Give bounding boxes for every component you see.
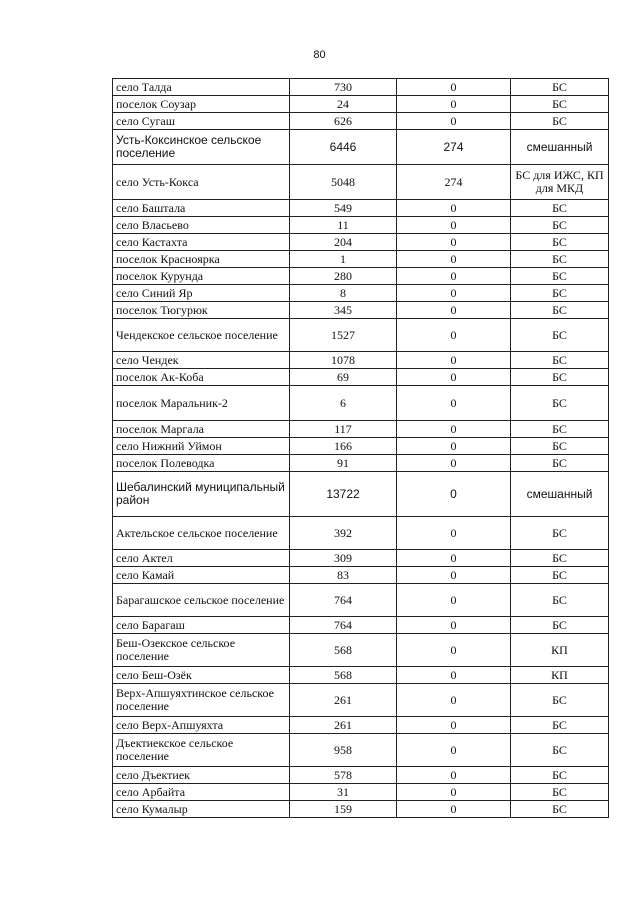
settlement-name: поселок Красноярка bbox=[113, 251, 290, 268]
table-row bbox=[113, 285, 609, 302]
count-cell: 0 bbox=[397, 79, 511, 96]
count-cell: 0 bbox=[397, 784, 511, 801]
settlement-name: Усть-Коксинское сельское поселение bbox=[113, 130, 290, 165]
settlement-name: село Барагаш bbox=[113, 617, 290, 634]
settlement-name: поселок Маргала bbox=[113, 421, 290, 438]
type-cell: БС bbox=[511, 784, 609, 801]
type-cell: БС bbox=[511, 200, 609, 217]
table-row bbox=[113, 550, 609, 567]
table-row bbox=[113, 251, 609, 268]
settlement-name: поселок Тюгурюк bbox=[113, 302, 290, 319]
count-cell: 0 bbox=[397, 200, 511, 217]
table-row bbox=[113, 130, 609, 165]
count-cell: 0 bbox=[397, 472, 511, 517]
settlement-name: Беш-Озекское сельское поселение bbox=[113, 634, 290, 667]
settlement-name: поселок Ак-Коба bbox=[113, 369, 290, 386]
count-cell: 0 bbox=[397, 251, 511, 268]
type-cell: БС bbox=[511, 113, 609, 130]
settlement-name: Верх-Апшуяхтинское сельское поселение bbox=[113, 684, 290, 717]
type-cell: БС bbox=[511, 617, 609, 634]
population-cell: 83 bbox=[290, 567, 397, 584]
settlement-name: Актельское сельское поселение bbox=[113, 517, 290, 550]
population-cell: 392 bbox=[290, 517, 397, 550]
population-cell: 6 bbox=[290, 386, 397, 421]
table-row bbox=[113, 165, 609, 200]
settlement-name: поселок Маральник-2 bbox=[113, 386, 290, 421]
settlement-name: село Баштала bbox=[113, 200, 290, 217]
type-cell: БС bbox=[511, 285, 609, 302]
table-row bbox=[113, 455, 609, 472]
table-row bbox=[113, 352, 609, 369]
type-cell: БС bbox=[511, 79, 609, 96]
count-cell: 0 bbox=[397, 617, 511, 634]
table-row bbox=[113, 472, 609, 517]
population-cell: 69 bbox=[290, 369, 397, 386]
count-cell: 0 bbox=[397, 113, 511, 130]
settlement-name: село Камай bbox=[113, 567, 290, 584]
type-cell: смешанный bbox=[511, 472, 609, 517]
table-row bbox=[113, 217, 609, 234]
count-cell: 0 bbox=[397, 801, 511, 818]
population-cell: 578 bbox=[290, 767, 397, 784]
table-row bbox=[113, 784, 609, 801]
settlement-name: село Дъектиек bbox=[113, 767, 290, 784]
population-cell: 91 bbox=[290, 455, 397, 472]
type-cell: БС bbox=[511, 251, 609, 268]
type-cell: БС bbox=[511, 584, 609, 617]
population-cell: 549 bbox=[290, 200, 397, 217]
population-cell: 730 bbox=[290, 79, 397, 96]
settlement-name: село Кумалыр bbox=[113, 801, 290, 818]
population-cell: 117 bbox=[290, 421, 397, 438]
count-cell: 0 bbox=[397, 438, 511, 455]
population-cell: 568 bbox=[290, 667, 397, 684]
settlement-name: поселок Полеводка bbox=[113, 455, 290, 472]
count-cell: 0 bbox=[397, 352, 511, 369]
settlement-name: село Кастахта bbox=[113, 234, 290, 251]
population-cell: 166 bbox=[290, 438, 397, 455]
type-cell: БС bbox=[511, 319, 609, 352]
population-cell: 958 bbox=[290, 734, 397, 767]
table-row bbox=[113, 617, 609, 634]
count-cell: 0 bbox=[397, 386, 511, 421]
type-cell: БС bbox=[511, 517, 609, 550]
settlement-name: Дъектиекское сельское поселение bbox=[113, 734, 290, 767]
table-row bbox=[113, 386, 609, 421]
type-cell: КП bbox=[511, 667, 609, 684]
population-cell: 261 bbox=[290, 684, 397, 717]
population-cell: 261 bbox=[290, 717, 397, 734]
count-cell: 0 bbox=[397, 684, 511, 717]
count-cell: 0 bbox=[397, 717, 511, 734]
settlement-name: село Арбайта bbox=[113, 784, 290, 801]
count-cell: 0 bbox=[397, 767, 511, 784]
table-row bbox=[113, 302, 609, 319]
settlement-name: Шебалинский муниципальный район bbox=[113, 472, 290, 517]
type-cell: БС bbox=[511, 801, 609, 818]
count-cell: 274 bbox=[397, 130, 511, 165]
population-cell: 626 bbox=[290, 113, 397, 130]
type-cell: БС bbox=[511, 386, 609, 421]
count-cell: 0 bbox=[397, 217, 511, 234]
count-cell: 0 bbox=[397, 634, 511, 667]
type-cell: БС bbox=[511, 550, 609, 567]
table-row bbox=[113, 96, 609, 113]
settlement-name: село Нижний Уймон bbox=[113, 438, 290, 455]
settlement-name: поселок Соузар bbox=[113, 96, 290, 113]
settlement-name: село Верх-Апшуяхта bbox=[113, 717, 290, 734]
table-row bbox=[113, 438, 609, 455]
table-row bbox=[113, 268, 609, 285]
count-cell: 0 bbox=[397, 455, 511, 472]
settlement-name: село Сугаш bbox=[113, 113, 290, 130]
population-cell: 280 bbox=[290, 268, 397, 285]
type-cell: БС bbox=[511, 96, 609, 113]
table-row bbox=[113, 567, 609, 584]
count-cell: 0 bbox=[397, 584, 511, 617]
count-cell: 0 bbox=[397, 421, 511, 438]
population-cell: 345 bbox=[290, 302, 397, 319]
type-cell: БС bbox=[511, 684, 609, 717]
table-row bbox=[113, 79, 609, 96]
type-cell: КП bbox=[511, 634, 609, 667]
table-row bbox=[113, 319, 609, 352]
settlement-name: село Усть-Кокса bbox=[113, 165, 290, 200]
table-row bbox=[113, 717, 609, 734]
population-cell: 1 bbox=[290, 251, 397, 268]
type-cell: БС bbox=[511, 455, 609, 472]
table-row bbox=[113, 200, 609, 217]
type-cell: БС bbox=[511, 438, 609, 455]
type-cell: БС bbox=[511, 421, 609, 438]
settlement-name: поселок Курунда bbox=[113, 268, 290, 285]
population-cell: 11 bbox=[290, 217, 397, 234]
table-row bbox=[113, 634, 609, 667]
table-row bbox=[113, 767, 609, 784]
settlements-table bbox=[112, 78, 609, 818]
population-cell: 6446 bbox=[290, 130, 397, 165]
type-cell: БС bbox=[511, 352, 609, 369]
table-row bbox=[113, 421, 609, 438]
count-cell: 0 bbox=[397, 369, 511, 386]
population-cell: 8 bbox=[290, 285, 397, 302]
count-cell: 0 bbox=[397, 285, 511, 302]
population-cell: 568 bbox=[290, 634, 397, 667]
population-cell: 5048 bbox=[290, 165, 397, 200]
page-number: 80 bbox=[313, 49, 326, 61]
count-cell: 0 bbox=[397, 734, 511, 767]
type-cell: БС bbox=[511, 369, 609, 386]
table-row bbox=[113, 517, 609, 550]
table-row bbox=[113, 667, 609, 684]
settlement-name: село Талда bbox=[113, 79, 290, 96]
table-row bbox=[113, 369, 609, 386]
type-cell: БС bbox=[511, 734, 609, 767]
population-cell: 24 bbox=[290, 96, 397, 113]
settlement-name: село Синий Яр bbox=[113, 285, 290, 302]
table-row bbox=[113, 684, 609, 717]
settlement-name: село Власьево bbox=[113, 217, 290, 234]
table-row bbox=[113, 801, 609, 818]
population-cell: 13722 bbox=[290, 472, 397, 517]
population-cell: 31 bbox=[290, 784, 397, 801]
settlement-name: село Беш-Озёк bbox=[113, 667, 290, 684]
count-cell: 0 bbox=[397, 517, 511, 550]
table-row bbox=[113, 734, 609, 767]
type-cell: БС bbox=[511, 767, 609, 784]
type-cell: БС bbox=[511, 567, 609, 584]
count-cell: 0 bbox=[397, 96, 511, 113]
population-cell: 764 bbox=[290, 584, 397, 617]
population-cell: 204 bbox=[290, 234, 397, 251]
population-cell: 1078 bbox=[290, 352, 397, 369]
count-cell: 0 bbox=[397, 234, 511, 251]
population-cell: 159 bbox=[290, 801, 397, 818]
population-cell: 1527 bbox=[290, 319, 397, 352]
table-row bbox=[113, 234, 609, 251]
type-cell: БС bbox=[511, 234, 609, 251]
type-cell: БС bbox=[511, 268, 609, 285]
count-cell: 0 bbox=[397, 550, 511, 567]
count-cell: 0 bbox=[397, 268, 511, 285]
type-cell: БС bbox=[511, 217, 609, 234]
count-cell: 274 bbox=[397, 165, 511, 200]
settlement-name: село Чендек bbox=[113, 352, 290, 369]
population-cell: 764 bbox=[290, 617, 397, 634]
table-row bbox=[113, 584, 609, 617]
count-cell: 0 bbox=[397, 567, 511, 584]
type-cell: БС для ИЖС, КП для МКД bbox=[511, 165, 609, 200]
count-cell: 0 bbox=[397, 319, 511, 352]
population-cell: 309 bbox=[290, 550, 397, 567]
settlement-name: село Актел bbox=[113, 550, 290, 567]
type-cell: БС bbox=[511, 717, 609, 734]
count-cell: 0 bbox=[397, 302, 511, 319]
settlement-name: Чендекское сельское поселение bbox=[113, 319, 290, 352]
count-cell: 0 bbox=[397, 667, 511, 684]
type-cell: БС bbox=[511, 302, 609, 319]
settlement-name: Барагашское сельское поселение bbox=[113, 584, 290, 617]
table-row bbox=[113, 113, 609, 130]
type-cell: смешанный bbox=[511, 130, 609, 165]
